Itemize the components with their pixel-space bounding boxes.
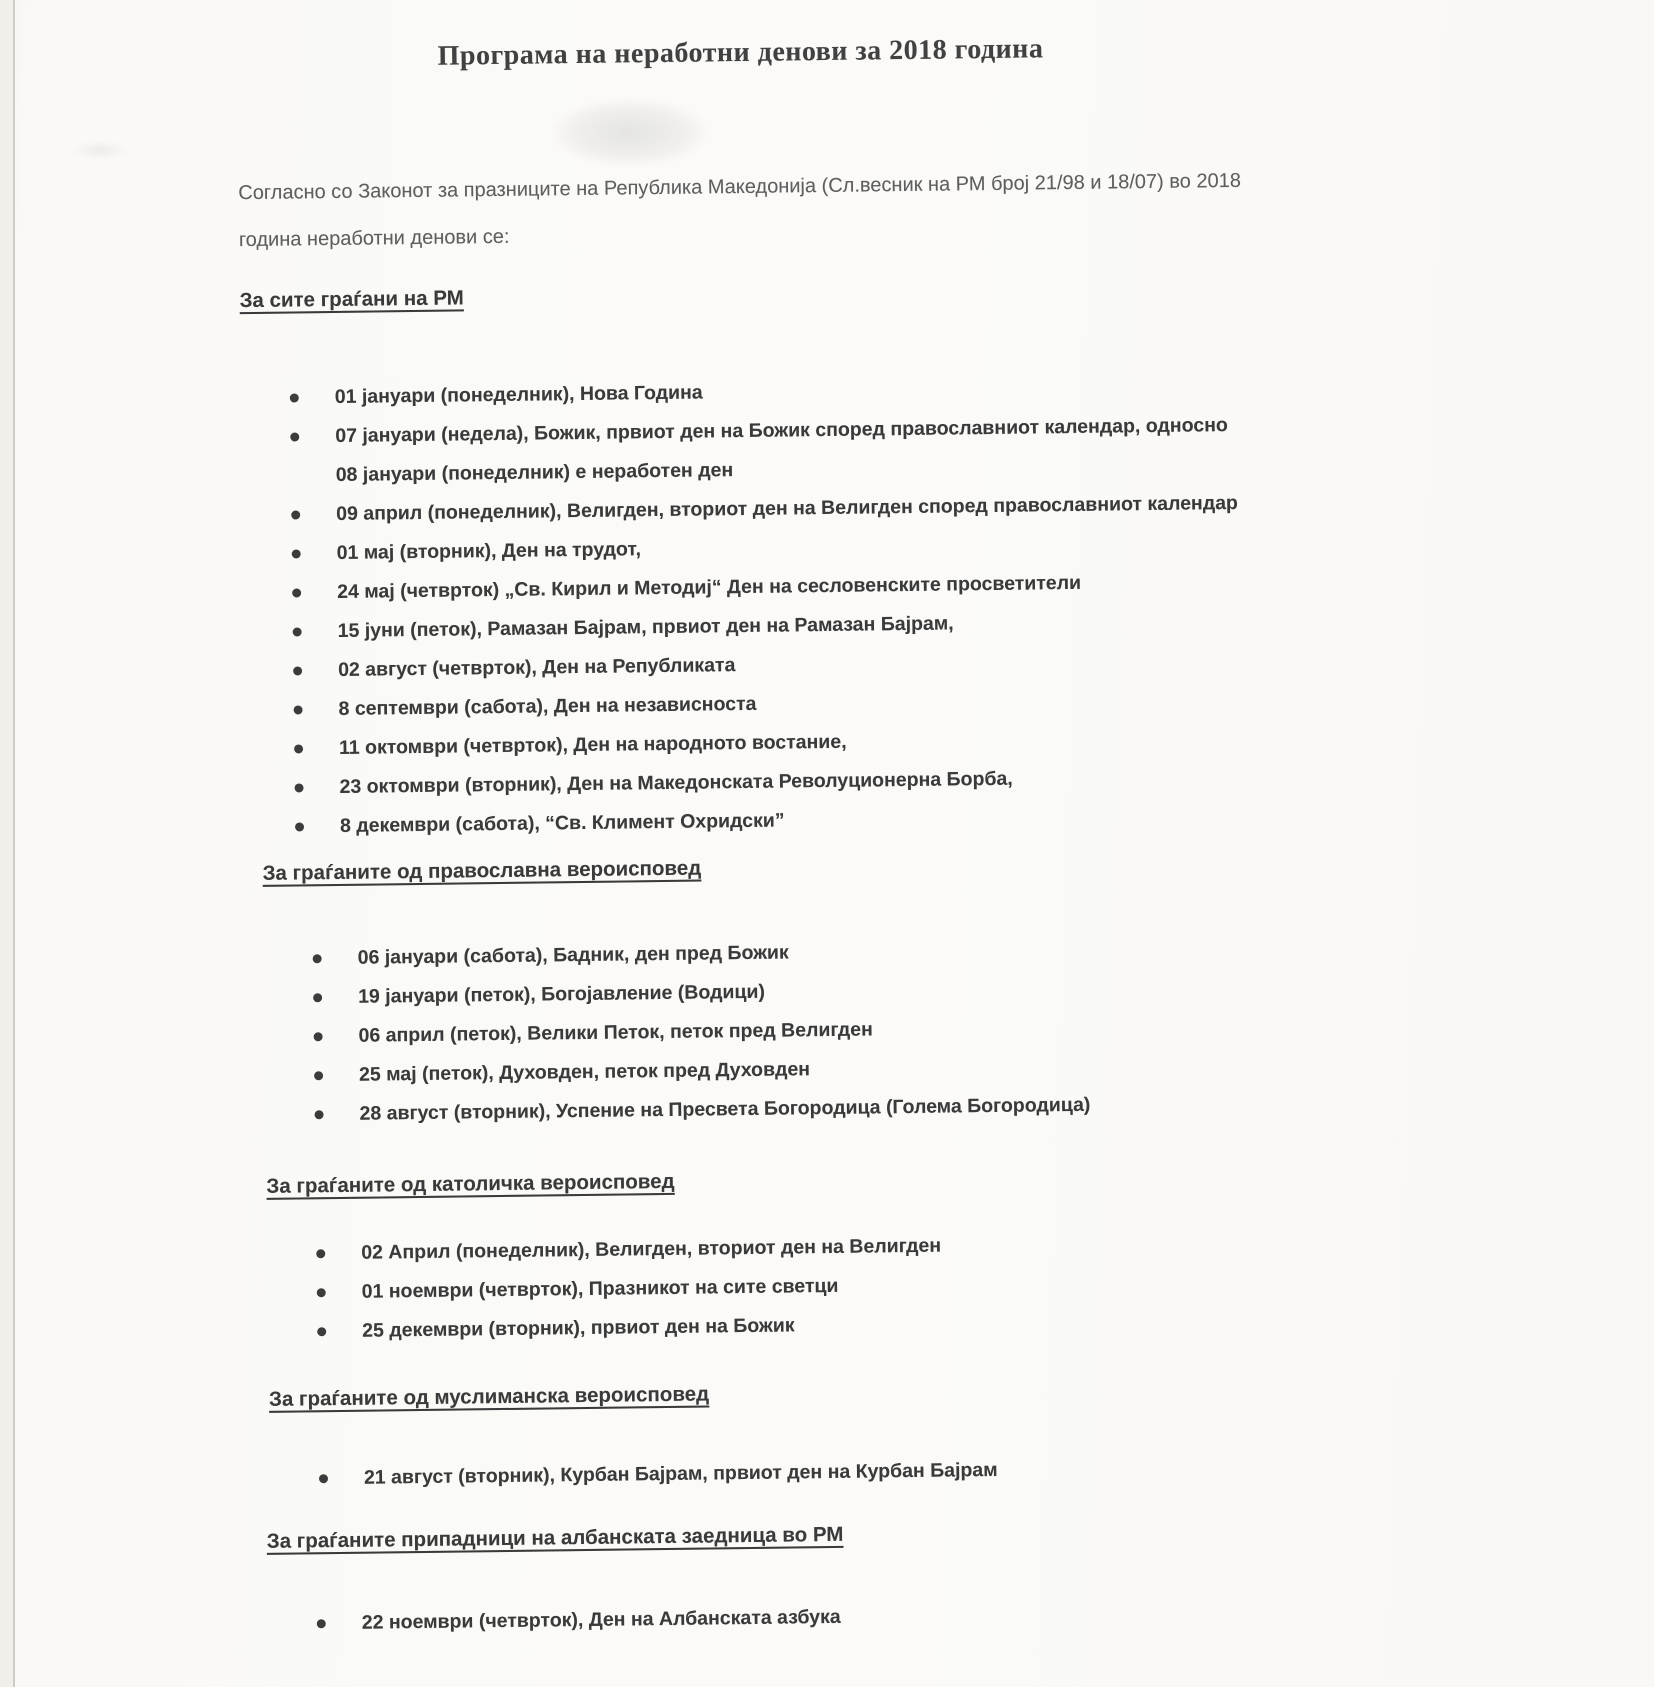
bullet-icon [314, 1071, 323, 1080]
holiday-text: 11 октомври (четврток), Ден на народното востание, [338, 730, 847, 759]
bullet-icon [313, 954, 322, 963]
holiday-text: 24 мај (четврток) „Св. Кирил и Методиј“ Ден на сесловенските просветители [337, 571, 1082, 603]
sections-container [239, 268, 1456, 1644]
holiday-list [268, 1590, 1456, 1644]
bullet-icon [313, 993, 322, 1002]
list-item [270, 1445, 1454, 1498]
holiday-text: 19 јануари (петок), Богојавление (Водици) [357, 980, 766, 1008]
holiday-text: 28 август (вторник), Успение на Пресвета Богородица (Голема Богородица) [359, 1093, 1091, 1125]
section-albanian-community [267, 1509, 1456, 1644]
section-heading: За граѓаните од муслиманска вероисповед [268, 1382, 710, 1411]
bullet-icon [317, 1327, 326, 1336]
section-heading: За сите граѓани на РМ [239, 286, 464, 313]
holiday-list [263, 925, 1449, 1134]
list-item [241, 403, 1442, 496]
section-orthodox [262, 841, 1449, 1134]
bullet-icon [293, 627, 302, 636]
holiday-text: 01 ноември (четврток), Празникот на сите светци [361, 1274, 839, 1303]
holiday-list [270, 1445, 1454, 1498]
holiday-text: 23 октомври (вторник), Ден на Македонската Револуционерна Борба, [339, 767, 1013, 798]
holiday-text: 01 мај (вторник), Ден на трудот, [336, 538, 642, 564]
bullet-icon [295, 822, 304, 831]
holiday-text: 01 јануари (понеделник), Нова Година [334, 381, 703, 408]
bullet-icon [317, 1619, 326, 1628]
bullet-icon [314, 1032, 323, 1041]
holiday-text: 06 јануари (сабота), Бадник, ден пред Божик [357, 941, 789, 969]
holiday-text: 06 април (петок), Велики Петок, петок пред Велигден [358, 1018, 873, 1047]
holiday-list [241, 364, 1447, 847]
holiday-text: 07 јануари (недела), Божик, првиот ден на Божик според православниот календар, односно 08 јануари (понеделник) е неработен ден [335, 414, 1228, 486]
document-title: Програма на неработни денови за 2018 година [437, 33, 1044, 72]
holiday-text: 02 Април (понеделник), Велигден, вториот ден на Велигден [361, 1234, 942, 1264]
holiday-text: 8 септември (сабота), Ден на независноста [338, 692, 757, 720]
holiday-text: 22 ноември (четврток), Ден на Албанската азбука [361, 1605, 841, 1634]
bullet-icon [315, 1110, 324, 1119]
holiday-text: 15 јуни (петок), Рамазан Бајрам, првиот ден на Рамазан Бајрам, [337, 612, 954, 642]
holiday-text: 09 април (понеделник), Велигден, вториот ден на Велигден според православниот календар [336, 491, 1239, 525]
bullet-icon [292, 588, 301, 597]
bullet-icon [290, 432, 299, 441]
bullet-icon [290, 393, 299, 402]
section-catholic [266, 1154, 1452, 1351]
bullet-icon [319, 1474, 328, 1483]
holiday-text: 02 август (четврток), Ден на Републиката [337, 654, 736, 681]
section-heading: За граѓаните од православна вероисповед [262, 856, 702, 885]
section-muslim [269, 1367, 1454, 1498]
section-heading: За граѓаните припадници на албанската заедница во РМ [266, 1522, 844, 1553]
section-all-citizens [239, 268, 1446, 847]
bullet-icon [316, 1249, 325, 1258]
bullet-icon [292, 549, 301, 558]
bullet-icon [294, 705, 303, 714]
bullet-icon [293, 666, 302, 675]
holiday-text: 8 декември (сабота), “Св. Климент Охридски” [339, 809, 785, 837]
holiday-text: 21 август (вторник), Курбан Бајрам, првиот ден на Курбан Бајрам [363, 1458, 998, 1489]
list-item [268, 1590, 1456, 1644]
holiday-text: 25 декември (вторник), првиот ден на Божик [362, 1314, 795, 1342]
section-heading: За граѓаните од католичка вероисповед [266, 1169, 675, 1198]
bullet-icon [294, 744, 303, 753]
bullet-icon [295, 783, 304, 792]
intro-paragraph: Согласно со Законот за празниците на Република Македонија (Сл.весник на РМ број 21/98 и 18/07) во 2018 година неработни денови се: [238, 169, 1242, 252]
bullet-icon [317, 1288, 326, 1297]
bullet-icon [291, 510, 300, 519]
holiday-text: 25 мај (петок), Духовден, петок пред Духовден [358, 1058, 811, 1086]
holiday-list [267, 1220, 1452, 1351]
